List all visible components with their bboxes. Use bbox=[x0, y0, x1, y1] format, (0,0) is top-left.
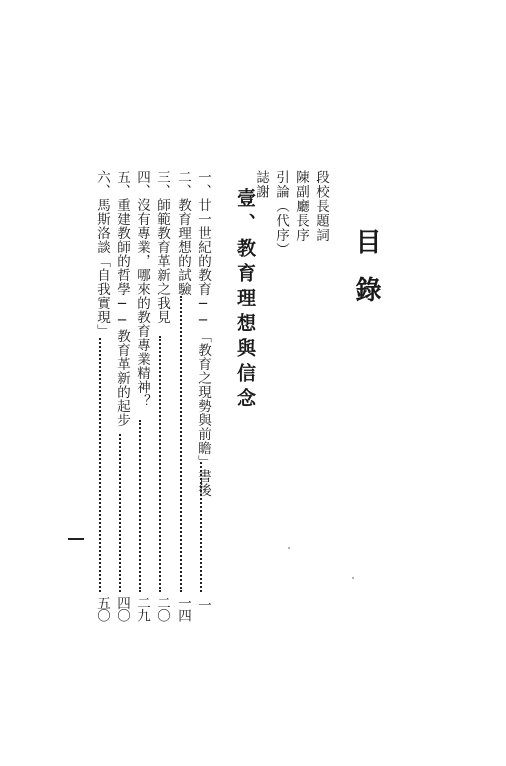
toc-entry-text: 一、廿一世紀的教育──「教育之現勢與前瞻」書後 bbox=[195, 170, 211, 497]
toc-page-number: 四〇 bbox=[114, 596, 130, 621]
dot-leader bbox=[159, 336, 161, 592]
page-title: 目錄 bbox=[351, 228, 381, 324]
toc-entry-text: 三、師範教育革新之我見 bbox=[154, 170, 170, 324]
front-matter-item: 段校長題詞 bbox=[313, 170, 329, 243]
dot-leader bbox=[200, 462, 202, 592]
toc-entry-text: 五、重建教師的哲學──教育革新的起步 bbox=[114, 170, 130, 427]
toc-page-number: 一 bbox=[195, 598, 211, 611]
toc-entry-text: 六、馬斯洛談「自我實現」 bbox=[94, 170, 110, 338]
toc-page-number: 二〇 bbox=[154, 596, 170, 621]
section-heading: 壹、教育理想與信念 bbox=[234, 188, 256, 413]
front-matter-item: 誌謝 bbox=[253, 170, 269, 199]
front-matter-item: 引論（代序） bbox=[273, 170, 289, 257]
page-folio-mark bbox=[68, 538, 84, 540]
paper-speck bbox=[352, 577, 354, 579]
front-matter-item: 陳副廳長序 bbox=[293, 170, 309, 243]
dot-leader bbox=[180, 296, 182, 592]
toc-page-number: 二九 bbox=[134, 596, 150, 621]
toc-page-number: 一四 bbox=[175, 596, 191, 621]
toc-entry-text: 四、沒有專業，哪來的教育專業精神？ bbox=[134, 170, 150, 408]
toc-page-number: 五〇 bbox=[94, 596, 110, 621]
toc-entry-text: 二、教育理想的試驗 bbox=[175, 170, 191, 296]
paper-speck bbox=[288, 547, 290, 549]
dot-leader bbox=[99, 338, 101, 592]
dot-leader bbox=[139, 420, 141, 592]
dot-leader bbox=[119, 434, 121, 592]
